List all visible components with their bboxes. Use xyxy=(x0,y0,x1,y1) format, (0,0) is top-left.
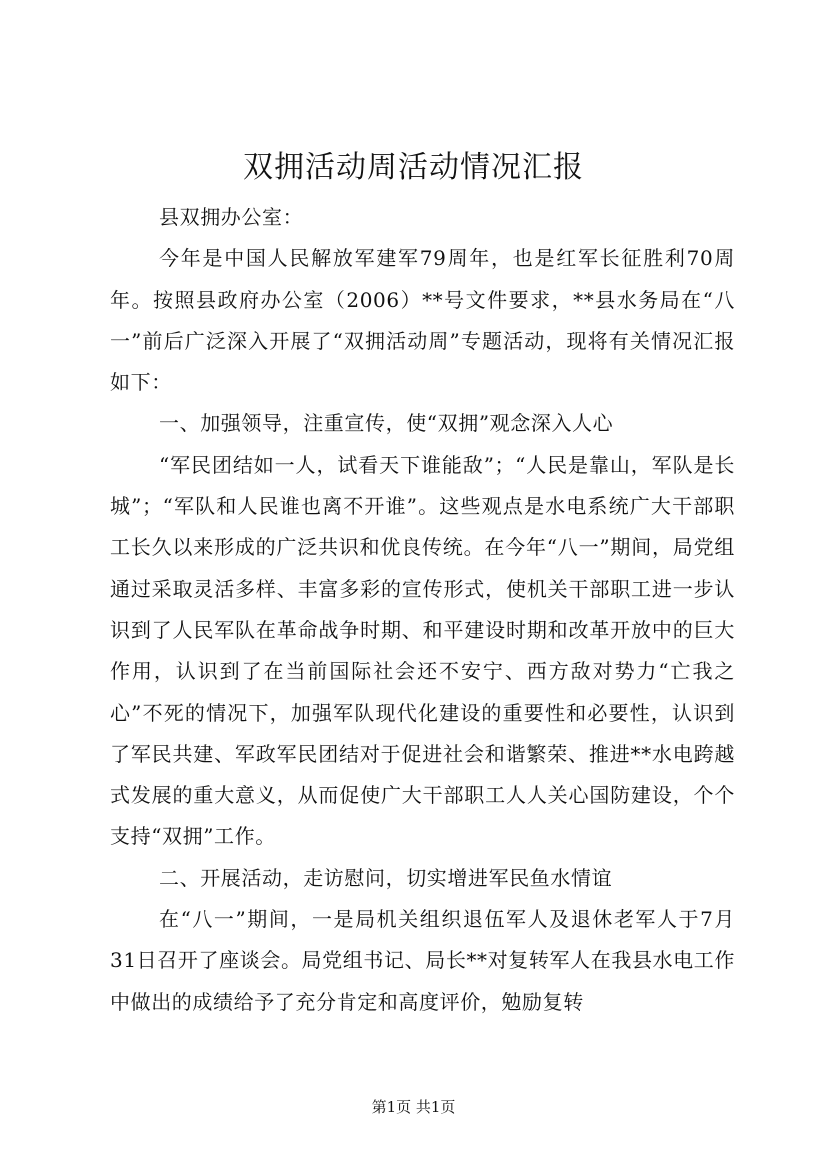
section-heading-2: 二、开展活动，走访慰问，切实增进军民鱼水情谊 xyxy=(159,865,613,890)
paragraph-section-1: “军民团结如一人，试看天下谁能敌”；“人民是靠山，军队是长城”；“军队和人民谁也离不开谁”。这些观点是水电系统广大干部职工长久以来形成的广泛共识和优良传统。在今年“八一”期间，局党组通过采取灵活多样、丰富多彩的宣传形式，使机关干部职工进一步认识到了人民军队在革命战争时期、和平建设时期和改革开放中的巨大作用，认识到了在当前国际社会还不安宁、西方敌对势力“亡我之心”不死的情况下，加强军队现代化建设的重要性和必要性，认识到了军民共建、军政军民团结对于促进社会和谐繁荣、推进**水电跨越式发展的重大意义，从而促使广大干部职工人人关心国防建设，个个支持“双拥”工作。 xyxy=(110,452,735,849)
document-body xyxy=(110,197,735,1023)
section-heading-1: 一、加强领导，注重宣传，使“双拥”观念深入人心 xyxy=(159,411,614,436)
page-footer: 第1页 共1页 xyxy=(371,1098,456,1116)
document-title: 双拥活动周活动情况汇报 xyxy=(243,150,584,185)
paragraph-intro: 今年是中国人民解放军建军79周年，也是红军长征胜利70周年。按照县政府办公室（2006）**号文件要求，**县水务局在“八一”前后广泛深入开展了“双拥活动周”专题活动，现将有关情况汇报如下： xyxy=(110,246,735,395)
paragraph-section-2: 在“八一”期间，一是局机关组织退伍军人及退休老军人于7月31日召开了座谈会。局党组书记、局长**对复转军人在我县水电工作中做出的成绩给予了充分肯定和高度评价，勉励复转 xyxy=(110,907,735,1014)
salutation: 县双拥办公室： xyxy=(159,205,304,229)
